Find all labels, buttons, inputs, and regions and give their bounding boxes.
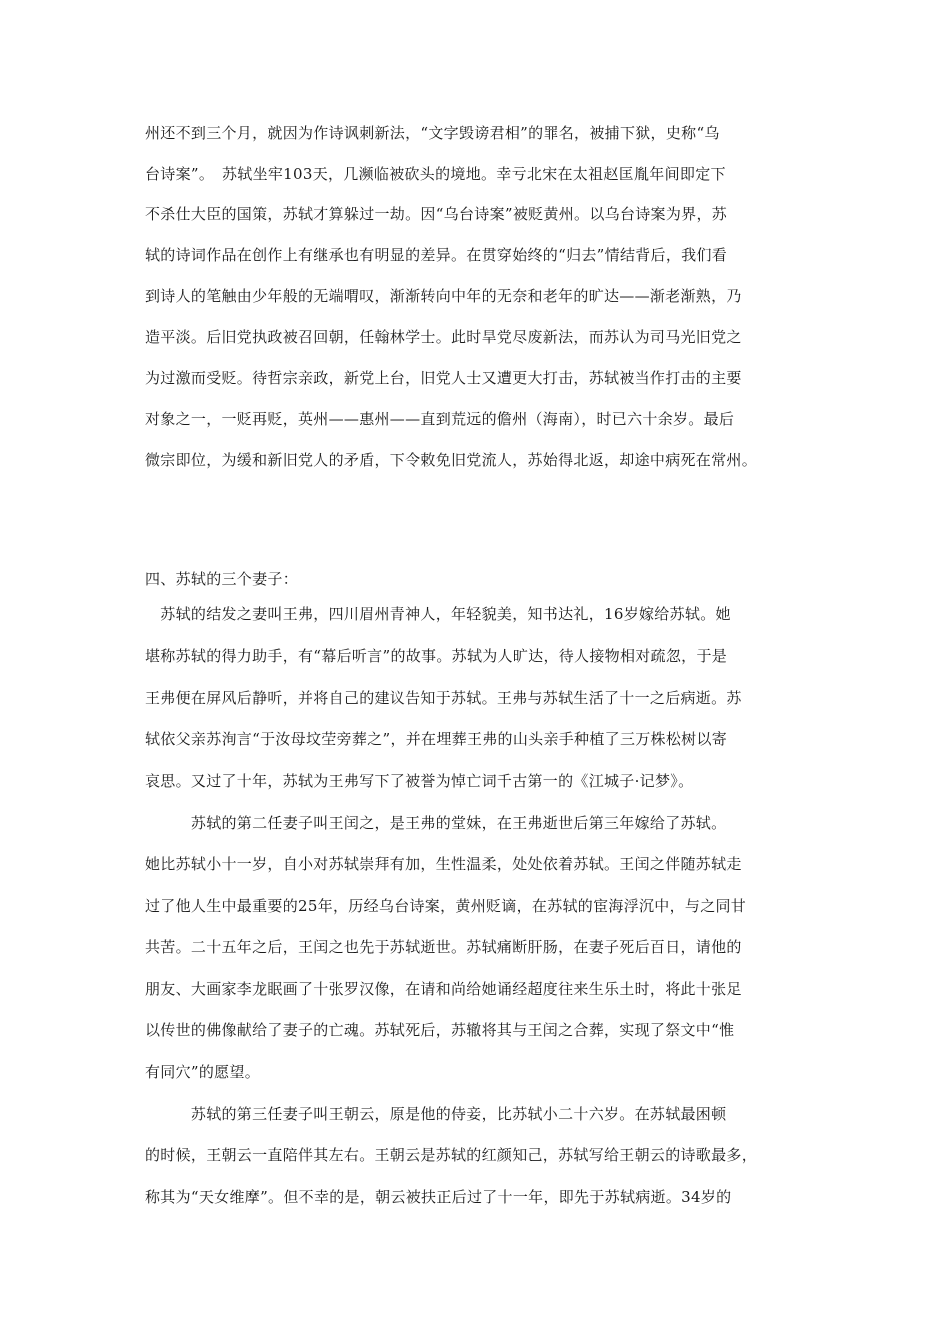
text-line: 称其为“天女维摩”。但不幸的是，朝云被扶正后过了十一年，即先于苏轼病逝。34岁的 — [145, 1188, 732, 1206]
text-line: 过了他人生中最重要的25年，历经乌台诗案，黄州贬谪，在苏轼的宦海浮沉中，与之同甘 — [145, 897, 747, 915]
text-line: 苏轼的结发之妻叫王弗，四川眉州青神人，年轻貌美，知书达礼，16岁嫁给苏轼。她 — [145, 605, 731, 623]
text-line: 苏轼的第三任妻子叫王朝云，原是他的侍妾，比苏轼小二十六岁。在苏轼最困顿 — [145, 1105, 727, 1123]
text-line: 轼的诗词作品在创作上有继承也有明显的差异。在贯穿始终的“归去”情结背后，我们看 — [145, 246, 728, 264]
text-line: 的时候，王朝云一直陪伴其左右。王朝云是苏轼的红颜知己，苏轼写给王朝云的诗歌最多， — [145, 1146, 758, 1164]
text-line: 堪称苏轼的得力助手，有“幕后听言”的故事。苏轼为人旷达，待人接物相对疏忽，于是 — [145, 647, 728, 665]
text-line: 有同穴”的愿望。 — [145, 1063, 261, 1081]
text-line: 王弗便在屏风后静听，并将自己的建议告知于苏轼。王弗与苏轼生活了十一之后病逝。苏 — [145, 689, 742, 707]
text-line: 以传世的佛像献给了妻子的亡魂。苏轼死后，苏辙将其与王闰之合葬，实现了祭文中“惟 — [145, 1021, 735, 1039]
text-line: 她比苏轼小十一岁，自小对苏轼崇拜有加，生性温柔，处处依着苏轼。王闰之伴随苏轼走 — [145, 855, 742, 873]
text-line: 对象之一，一贬再贬，英州——惠州——直到荒远的儋州（海南），时已六十余岁。最后 — [145, 410, 735, 428]
section-heading: 四、苏轼的三个妻子： — [145, 570, 299, 588]
text-line: 微宗即位，为缓和新旧党人的矛盾，下令敕免旧党流人，苏始得北返，却途中病死在常州。 — [145, 451, 758, 469]
text-line: 不杀仕大臣的国策，苏轼才算躲过一劫。因“乌台诗案”被贬黄州。以乌台诗案为界，苏 — [145, 205, 728, 223]
text-line: 苏轼的第二任妻子叫王闰之，是王弗的堂妹，在王弗逝世后第三年嫁给了苏轼。 — [145, 814, 727, 832]
text-line: 到诗人的笔触由少年般的无端喟叹，渐渐转向中年的无奈和老年的旷达——渐老渐熟，乃 — [145, 287, 742, 305]
text-line: 为过激而受贬。待哲宗亲政，新党上台，旧党人士又遭更大打击，苏轼被当作打击的主要 — [145, 369, 742, 387]
text-line: 朋友、大画家李龙眠画了十张罗汉像，在请和尚给她诵经超度往来生乐土时，将此十张足 — [145, 980, 742, 998]
text-line: 造平淡。后旧党执政被召回朝，任翰林学士。此时旱党尽废新法，而苏认为司马光旧党之 — [145, 328, 742, 346]
text-line: 轼依父亲苏洵言“于汝母坟茔旁葬之”，并在埋葬王弗的山头亲手种植了三万株松树以寄 — [145, 730, 728, 748]
text-line: 台诗案”。 苏轼坐牢103天，几濒临被砍头的境地。幸亏北宋在太祖赵匡胤年间即定下 — [145, 165, 726, 183]
text-line: 共苦。二十五年之后，王闰之也先于苏轼逝世。苏轼痛断肝肠，在妻子死后百日，请他的 — [145, 938, 742, 956]
text-line: 哀思。又过了十年，苏轼为王弗写下了被誉为悼亡词千古第一的《江城子·记梦》。 — [145, 772, 694, 790]
text-line: 州还不到三个月，就因为作诗讽刺新法，“文字毁谤君相”的罪名，被捕下狱，史称“乌 — [145, 124, 720, 142]
